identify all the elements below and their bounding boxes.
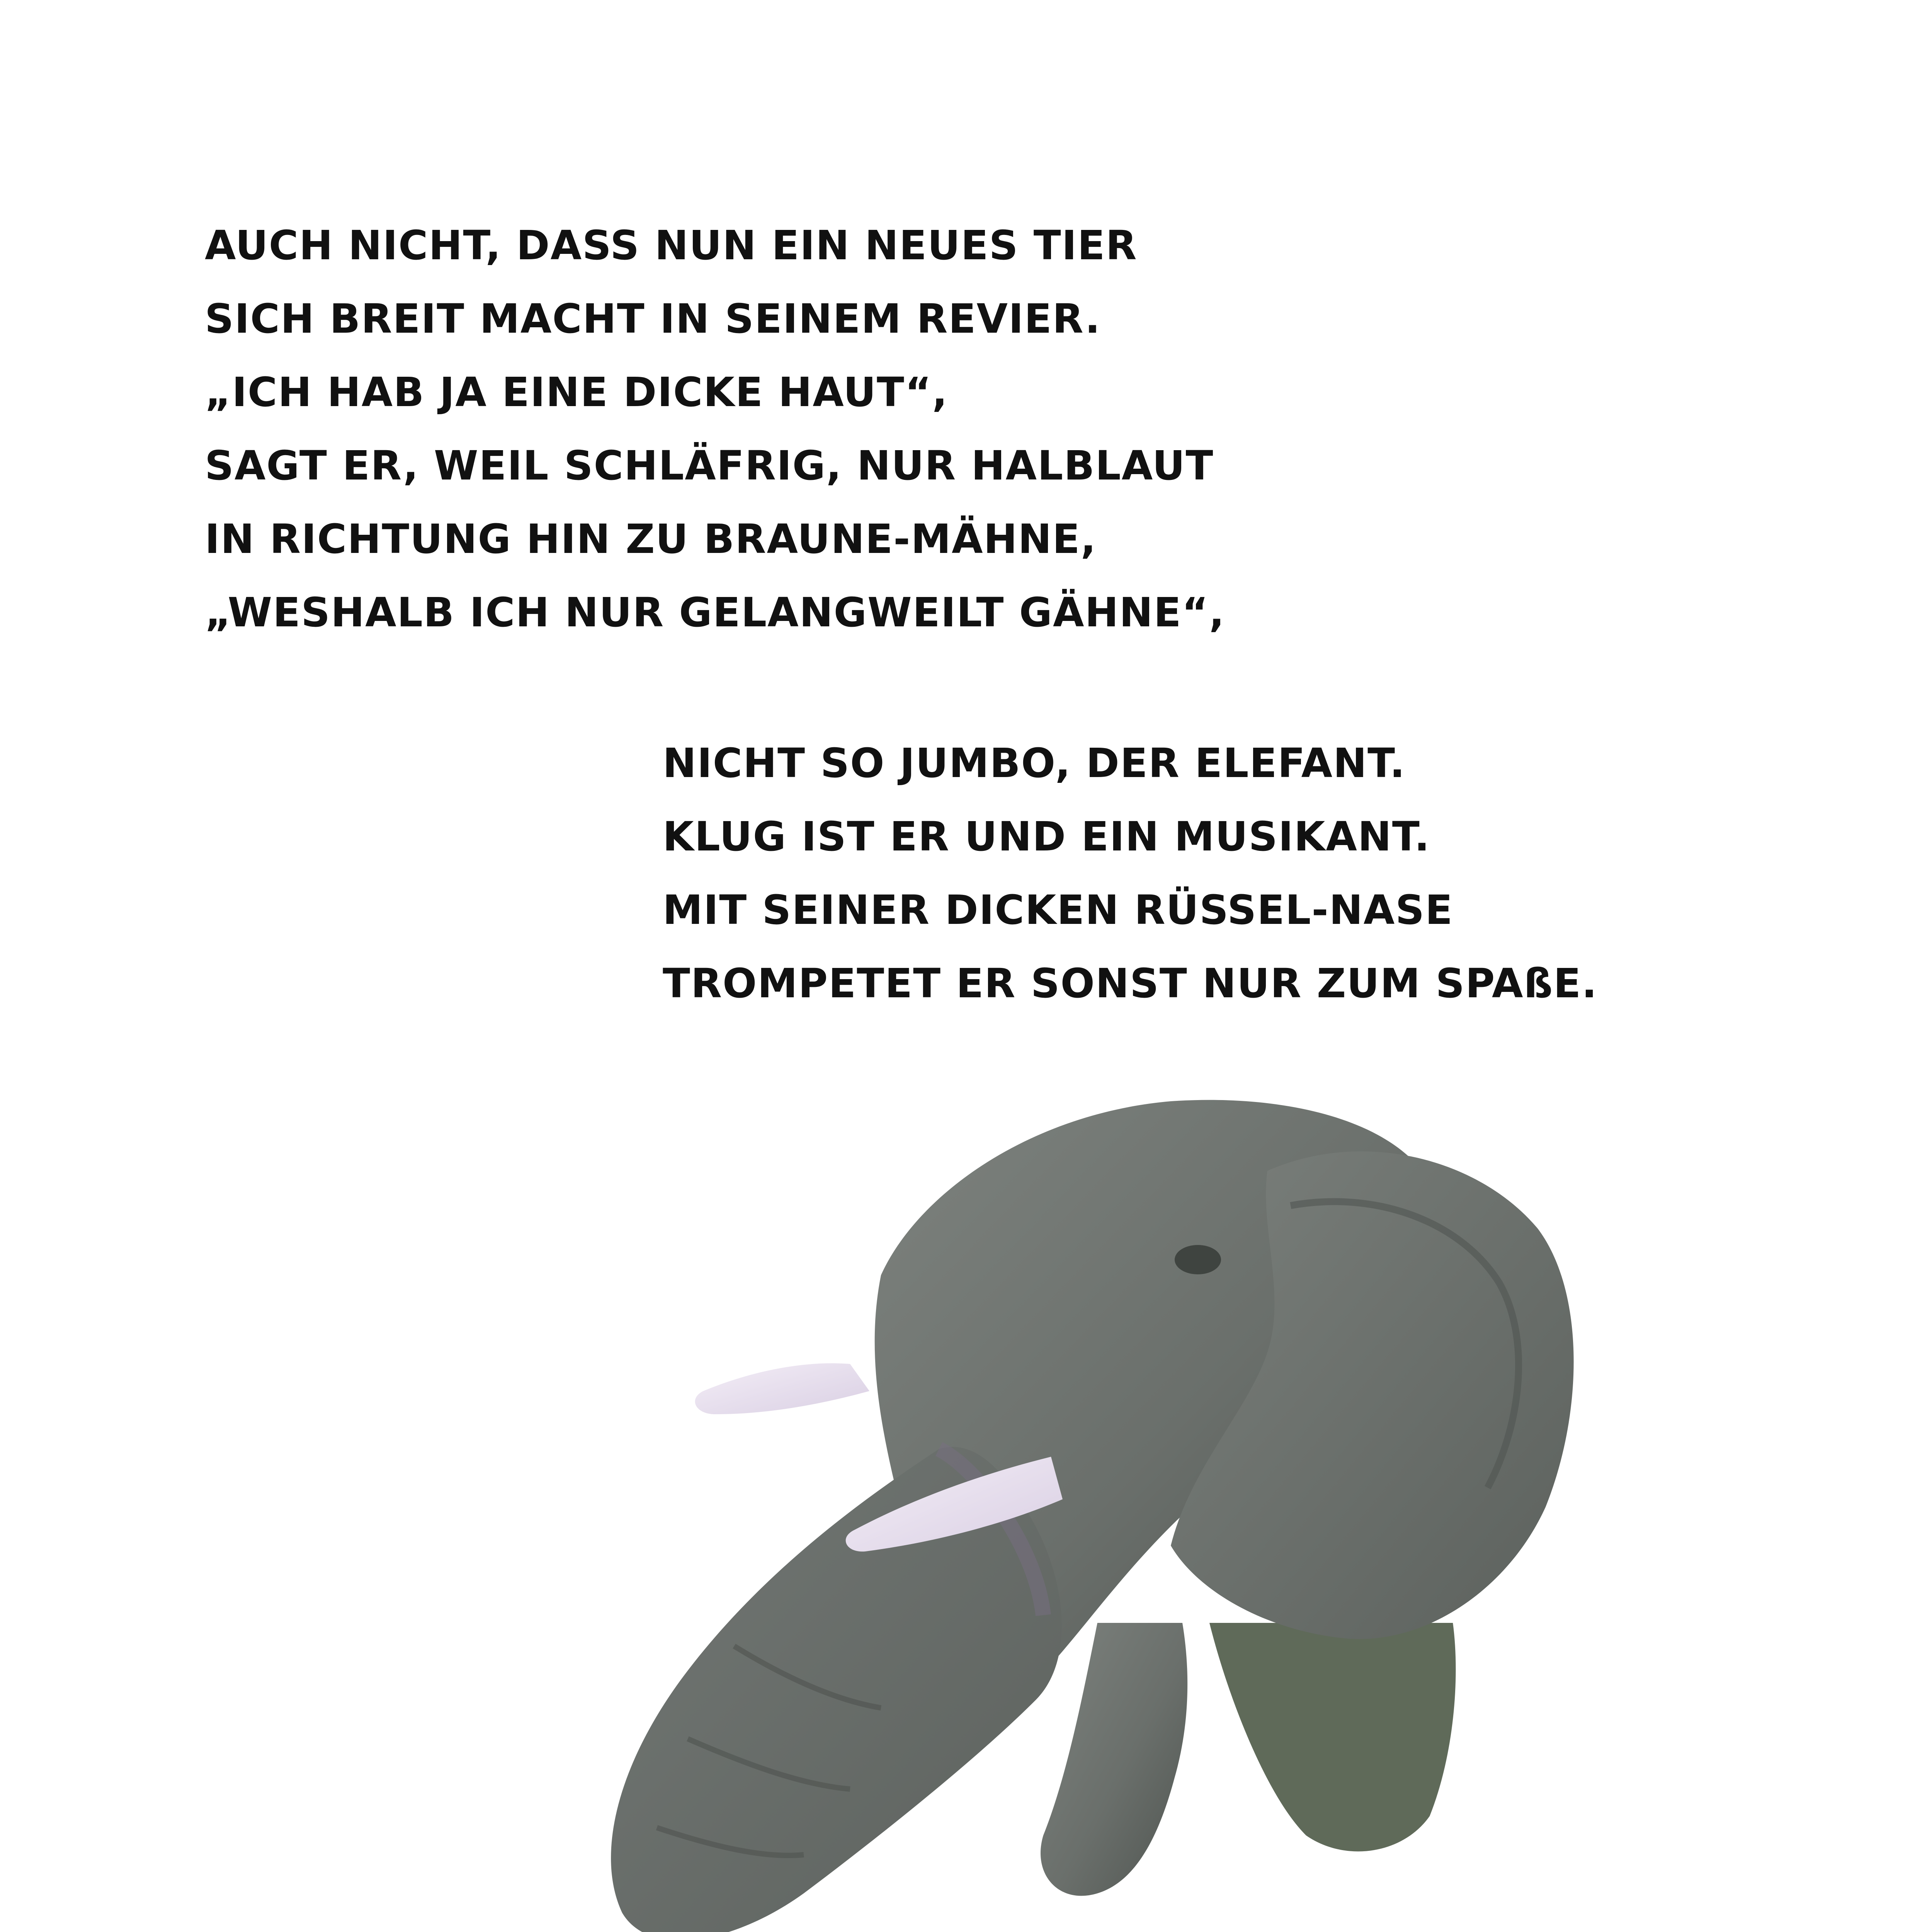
plush-elephant-illustration (533, 1043, 1654, 1932)
verse-line: SICH BREIT MACHT IN SEINEM REVIER. (205, 295, 1101, 342)
verse-line: „ICH HAB JA EINE DICKE HAUT“, (205, 369, 948, 416)
eye-icon (1175, 1245, 1221, 1274)
verse-line: AUCH NICHT, DASS NUN EIN NEUES TIER (205, 222, 1138, 269)
verse-line: SAGT ER, WEIL SCHLÄFRIG, NUR HALBLAUT (205, 442, 1214, 489)
elephant-front-leg (1041, 1623, 1187, 1896)
verse-line: TROMPETET ER SONST NUR ZUM SPAßE. (663, 960, 1598, 1007)
elephant-legs (1209, 1623, 1456, 1851)
verse-line: IN RICHTUNG HIN ZU BRAUNE-MÄHNE, (205, 515, 1097, 563)
stanza-2 (663, 726, 1598, 1020)
left-tusk (695, 1363, 869, 1414)
verse-line: KLUG IST ER UND EIN MUSIKANT. (663, 813, 1430, 860)
verse-line: MIT SEINER DICKEN RÜSSEL-NASE (663, 886, 1454, 934)
verse-line: „WESHALB ICH NUR GELANGWEILT GÄHNE“, (205, 589, 1225, 636)
stanza-1 (205, 209, 1225, 649)
verse-line: NICHT SO JUMBO, DER ELEFANT. (663, 740, 1406, 787)
